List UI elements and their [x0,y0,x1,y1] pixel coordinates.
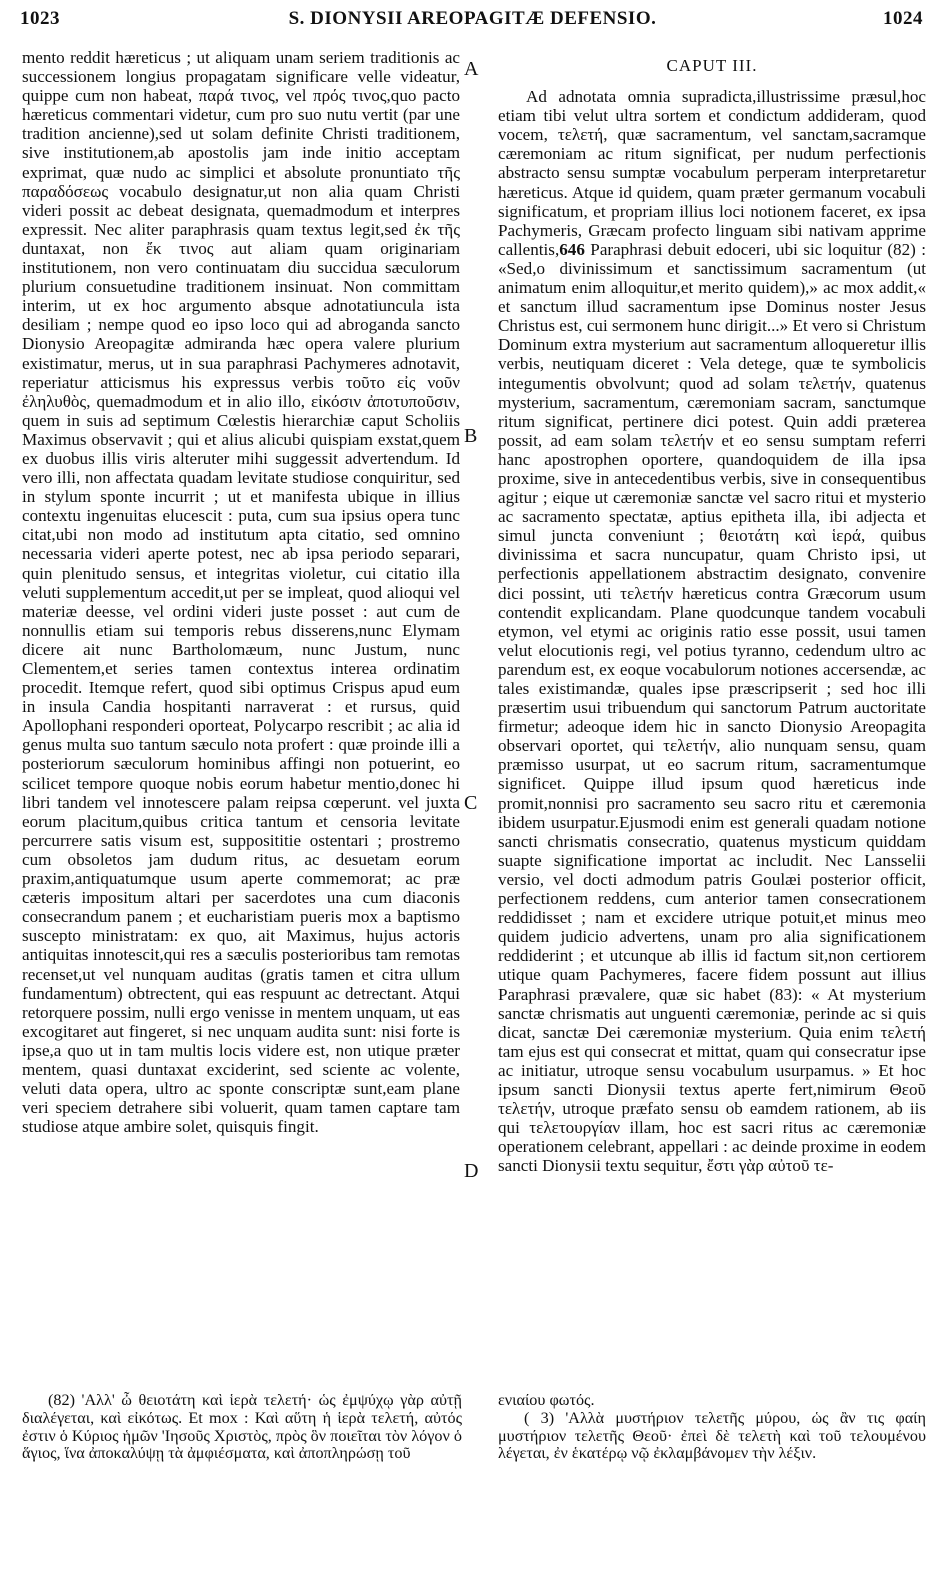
footnote-82: (82) 'Αλλ' ὦ θειοτάτη καὶ ἱερὰ τελετή· ὡς ἐμψύχῳ γὰρ αὐτῇ διαλέγεται, καὶ εἰκότως. Et mox : Καὶ αὕτη ἡ ἱερὰ τελετή, αὐτός ἐστιν ὁ Κύριος ἡμῶν 'Ιησοῦς Χριστὸς, πρὸς ὃν ποιεῖται τὸν λόγον ὁ ἅγιος, ἵνα ἀποκαλύψῃ τὰ ἀμφιέσματα, καὶ ἀποπληρώσῃ τοῦ [22,1391,462,1463]
right-column [498,56,926,1175]
page-number-right: 1024 [883,8,923,29]
page-header [0,8,945,42]
left-column-text: mento reddit hæreticus ; ut aliquam unam seriem traditionis ac successionem longius propagatam significare velle videatur, quippe cum non habeat, παρά τινος, vel πρός τινος,quo pacto hæreticus commentari videtur, cum pro suo nutu vertit (par une tradition ancienne),sed ut solam definite Christi traditionem, sive institutionem,ab apostolis jam inde initio acceptam exprimat, quæ nudo ac simplici et absolute pronuntiato τῆς παραδόσεως vocabulo designatur,ut non alia quam Christi videri possit ac debeat designata, quemadmodum et interpres expressit. Nec aliter paraphrasis quam textus legit,sed ἐκ τῆς duntaxat, non ἔκ τινος aut aliam quam originariam institutionem, non vero continuatam diu succidua sæculorum plurium consuetudine traditionem insinuat. Non committam interim, ut ex hoc argumento absque adnotatiuncula ista desiliam ; nempe quod eo ipso loco qui ad abroganda sancto Dionysio Areopagitæ admiranda hæc opera valere plurium existimatur, merus, ut in sua paraphrasi Pachymeres adnotavit, reperiatur atticismus his expressus verbis τοῦτο εἰς νοῦν ἐληλυθὸς, quemadmodum et in alio illo, εἰκόσιν ἀποτυποῦσιν, quem in suis ad septimum Cœlestis hierarchiæ caput Scholiis Maximus observavit ; qui et alius alicubi quispiam exstat,quem ex duobus illis viris alteruter mihi suggessit advertendum. Id vero illi, non affectata quadam levitate studiose conquiritur, sed in stylum sponte incurrit ; ut et manifesta ubique in illius contextu ingenuitas elucescit : puta, cum sua ipsius opera tunc citat,ubi non modo ad institutum apta citatio, sed omnino necessaria videri aperte potest, nec ab ipsa periodo separari, quin plenitudo sensus, et integritas violetur, cui citatio illa veluti supplementum accedit,ut per se impleat, quod alioqui vel materiæ deesse, vel ordini videri juste posset : aut cum de nonnullis etiam sui temporis rebus disserens,nunc Elymam dicere ait nunc Bartholomæum, nunc Justum, nunc Clementem,et series tamen contextus interea ordinatim procedit. Itemque refert, quod sibi optimus Crispus apud eum in insula Candia hospitanti narraverat : et rursus, quid Apollophani responderi oporteat, Polycarpo rescribit ; ac alia id genus multa suo tantum sæculo nota profert : quæ proinde illi a posteriorum sæculorum hominibus affingi non potuerint, eo scilicet tempore quoque nobis eorum habetur mentio,donec hi libri tandem vel innotescere palam reipsa cœperunt. vel juxta eorum placitum,quibus critica tantum et censoria levitate percurrere satis visum est, supposititie ostentari ; prostremo cum obsoletos jam dudum ritus, ac desuetam eorum praxim,antiquatumque usum aperte commemorat; ac præ cæteris impositum altari per sacerdotes una cum diaconis consecrandum panem ; et eucharistiam pueris mox a baptismo suscepto ministratam: ex quo, ait Maximus, hujus actoris antiquitas innotescit,qui res a sæculis posterioribus tam remotas recenset,ut vel nunquam auditas (gratis tamen et citra ullum fundamentum) obtrectent, qui eas respuunt ac detrectant. Atqui retorquere possim, nulli ergo venisse in mentem unquam, ut eas excogitaret aut fingeret, si nec unquam audita sunt: nisi forte is ipse,a quo ut in tam multis locis videre est, non utique præter mentem, quasi duntaxat exciderint, sed sciente ac volente, veluti data opera, ultro ac sponte conscriptæ sunt,eam plane veri speciem detrahere sibi voluerit, quam tamen captare tam studiose atque ambire solet, quisquis fingit. [22,48,460,1137]
footnote-right [498,1392,926,1463]
footnote-left [22,1392,462,1463]
margin-letter-b: B [464,425,478,447]
running-title: S. DIONYSII AREOPAGITÆ DEFENSIO. [288,8,657,29]
margin-letter-a: A [464,58,479,80]
left-column [22,48,460,1136]
chapter-heading: CAPUT III. [666,56,758,75]
page-number-left: 1023 [20,8,60,29]
right-column-text-b: Paraphrasi debuit edoceri, ubi sic loquitur (82) : «Sed,o divinissimum et sanctissimum sacramentum (ut animatum enim alloquitur,et merito quidem),» ac mox addit,« et sanctum illud sacramentum ipse Dominus noster Jesus Christus est, cui sermonem hunc dirigit...» Et vero si Christum Dominum extra mysterium aut sacramentum alloqueretur illis verbis, neutiquam diceret : Vela detege, quæ te symbolicis integumentis obvolvunt; quod ad solam τελετήν, quatenus mysterium, sacramentum, cæremoniam sacram, sanctumque ritum significat, pertinere dici potest. Quin addi præterea possit, ad eam solam τελετήν et eo sensu sumptam referri hanc apostrophen oportere, quandoquidem de illa ipsa proxime, sive in antecedentibus verbis, sive in consequentibus agitur ; eique ut cæremoniæ sanctæ vel sacro ritui et mysterio ac sacramento spectatæ, aptius epitheta illa, ibi adjecta et simul juncta conveniunt ; θειοτάτη καὶ ἱερά, quibus divinissima et sacra nuncupatur, quam Christo ipsi, ut perfectionis appellationem abstractim designato, convenire dici possint, uti τελετήν hæreticus contra Græcorum usum contendit explicandam. Plane quodcunque tandem vocabuli etymon, vel etymi ac originis ratio esse possit, usui tamen velut elocutionis regi, vel potius tyranno, cedendum ultro ac parendum est, ex eoque vocabulorum notiones accersendæ, ac tales existimandæ, quales ipse præscripserit ; sed hoc illi præsertim usui tribuendum qui sanctorum Patrum auctoritate firmetur; adeoque idem hic in sancto Dionysio Areopagita observari oportet, qui τελετήν, alio nunquam sensu, quam præmisso usurpat, ut eo sacrum ritum, sacramentumque significet. Quippe illud ipsum quod hæreticus inde promit,nonnisi pro sacramento seu sacro ritu et cæremonia ibidem usurpatur.Ejusmodi enim est generali quadam notione sancti chrismatis consecratio, quatenus mysticum quiddam suapte significatione importat ac includit. Nec Lansselii versio, vel docti admodum patris Goulæi posterior officit, perfectionem reddens, cum anterior tamen consecrationem reddidisset ; nam et excidere utrique potuit,et minus meo quidem judicio advertens, unam pro alia significationem reddiderint ; et utcunque ab illis id factum sit,non certiorem utique quam Pachymeres, facere fidem possunt aut illius Paraphrasi prævalere, quæ sic habet (83): « At mysterium sanctæ chrismatis aut unguenti cæremoniæ, perinde ac si quis dicat, sanctæ Dei cæremoniæ mysterium. Quia enim τελετή tam ejus est qui consecrat et mittat, quam qui consecratur ipse ac initiatur, utroque sensu vocabulum usurpamus. » Et hoc ipsum sancti Dionysii textus aperte fert,nimirum Θεοῦ τελετήν, utroque præfato sensu ob eamdem rationem, ab iis qui τελετουργίαν illam, hoc est sacri ritus ac cæremoniæ operationem celebrant, appellari : ac deinde proxime in eodem sancti Dionysii textu sequitur, ἔστι γὰρ αὐτοῦ τε- [498,239,926,1176]
column-reference-number: 646 [559,239,585,259]
right-column-paragraph [498,87,926,1175]
margin-letter-c: C [464,792,478,814]
footnote-83: ( 3) 'Αλλὰ μυστήριον τελετῆς μύρου, ὡς ἂν τις φαίη μυστήριον τελετῆς Θεοῦ· ἐπεὶ δὲ τελετὴ καὶ τοῦ τελουμένου λέγεται, ἐν ἑκατέρῳ νῷ ἐκλαμβάνομεν τὴν λέξιν. [498,1408,926,1463]
footnote-82-continuation: ενιαίου φωτός. [498,1391,595,1409]
right-column-text-a: Ad adnotata omnia supradicta,illustrissime præsul,hoc etiam tibi velut ultra sortem et condictum addideram, quod vocem, τελετή, quæ sacramentum, vel sanctam,sacramque cæremoniam ac ritum significat, per nudum perfectionis abstracto sensu sumptæ vocabulum perperam interpretaretur hæreticus. Atque id quidem, quam præter germanum vocabuli significatum, et propriam illius loci notionem faceret, ex ipsa Pachymeris, Græcam profecto linguam sibi nativam apprime callentis, [498,87,926,259]
margin-letter-d: D [464,1160,479,1182]
